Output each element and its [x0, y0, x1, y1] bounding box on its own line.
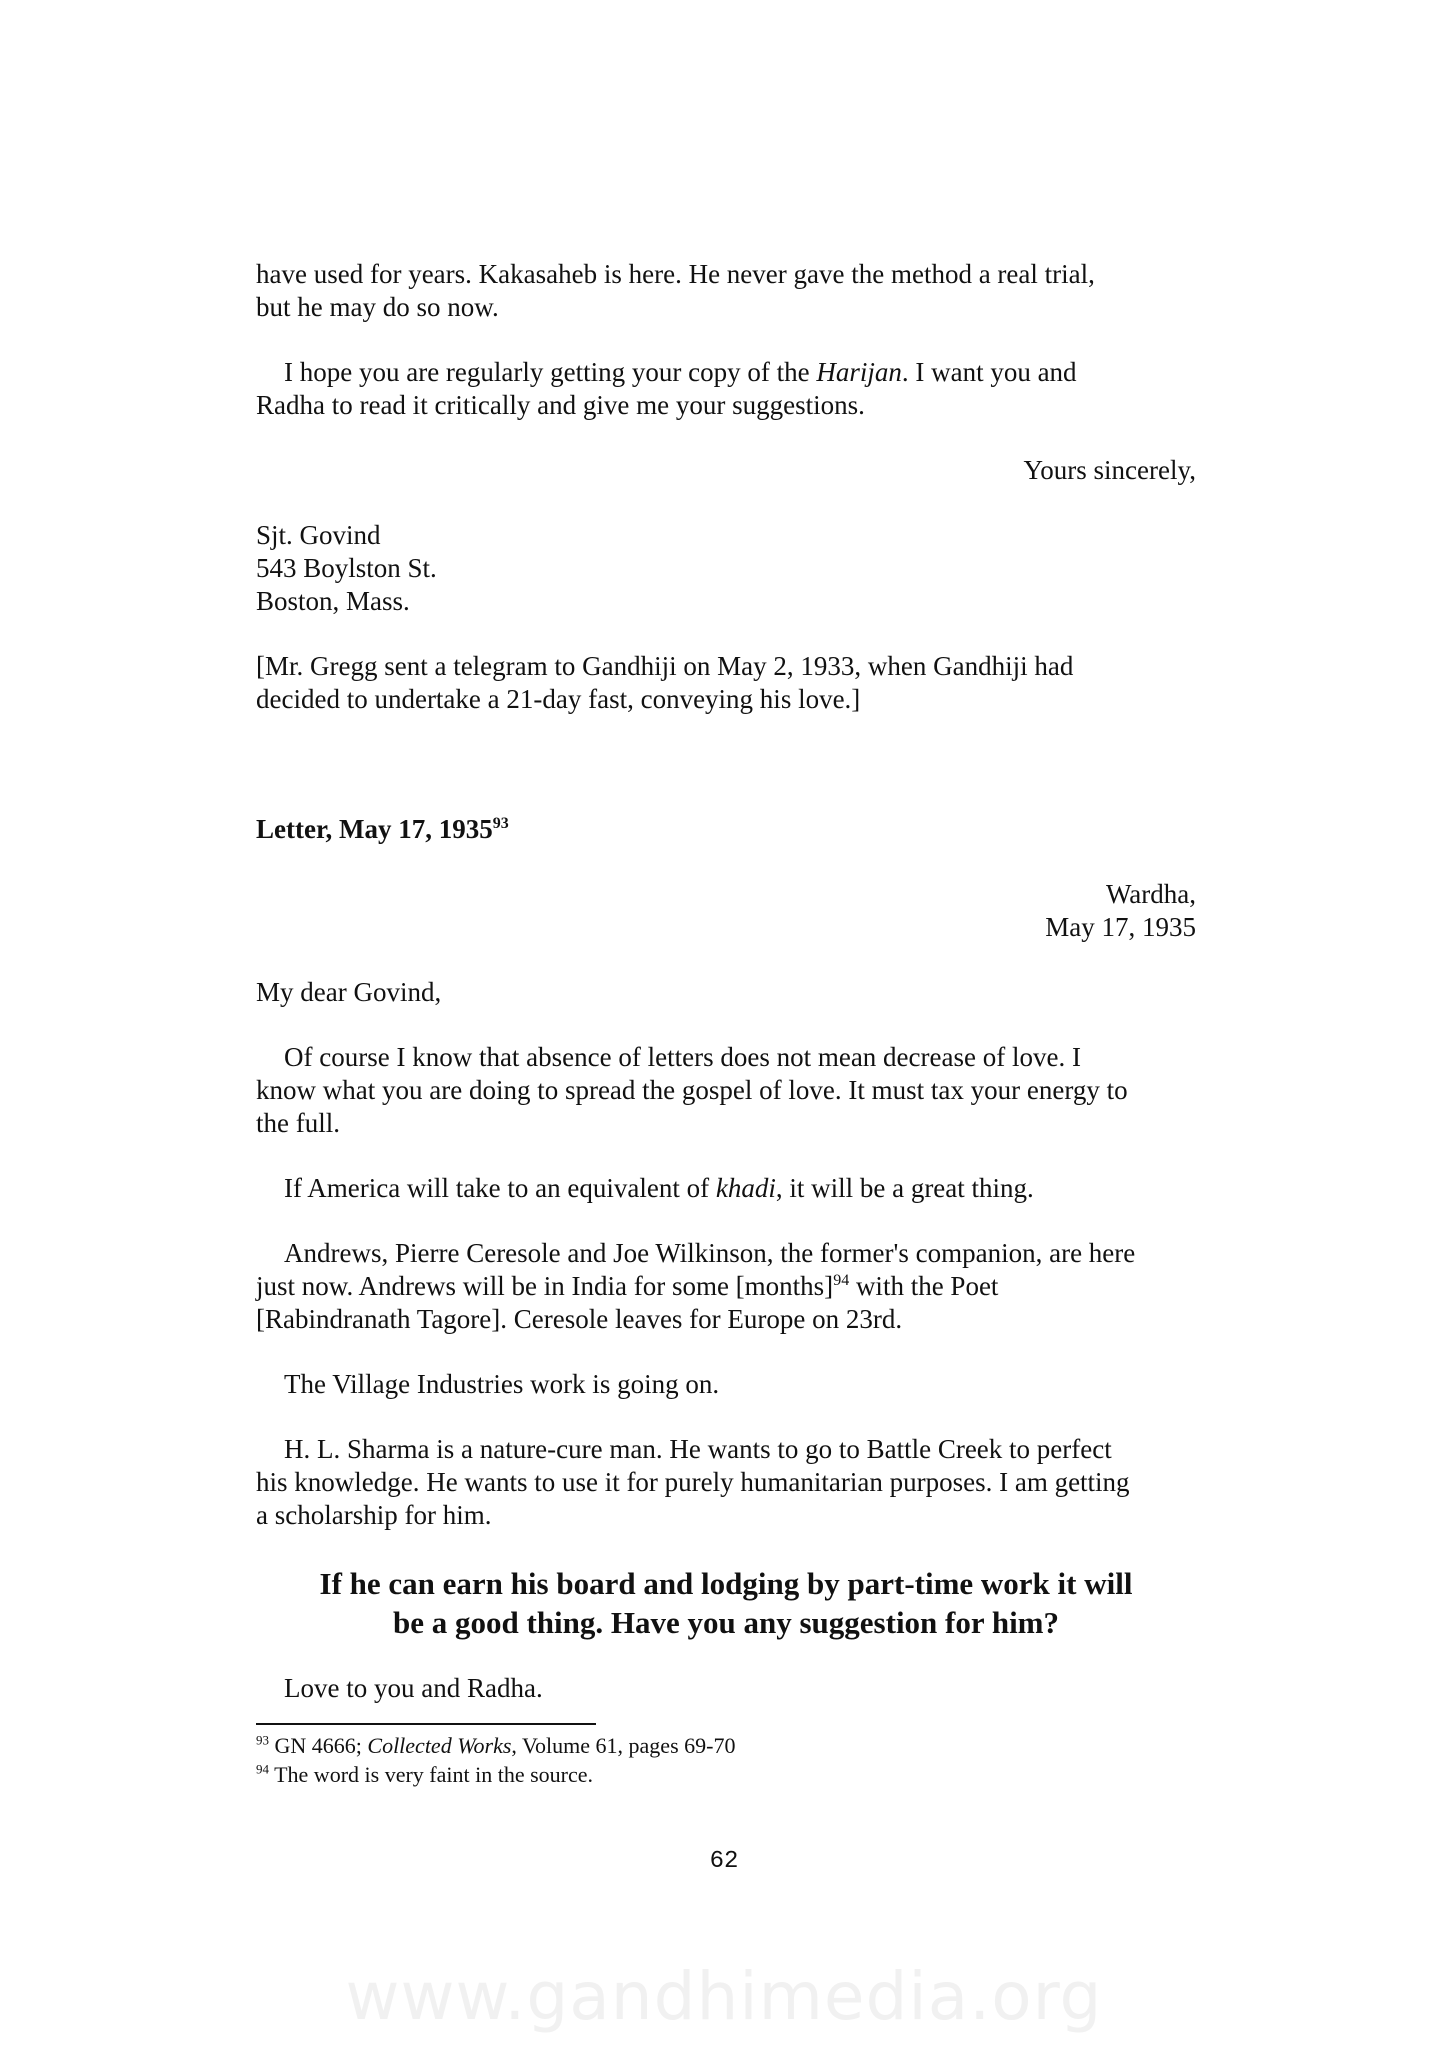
text-line: [256, 356, 1196, 389]
closing-text: Yours sincerely,: [1023, 455, 1196, 485]
letter-paragraph-4: [256, 1368, 1196, 1401]
text-line: [256, 1172, 1196, 1205]
paragraph-harijan: [256, 356, 1196, 422]
text-line: Andrews, Pierre Ceresole and Joe Wilkinson, the former's companion, are here: [284, 1238, 1136, 1268]
text-line: the full.: [256, 1108, 340, 1138]
text-line: but he may do so now.: [256, 292, 499, 322]
text-line: [Mr. Gregg sent a telegram to Gandhiji on May 2, 1933, when Gandhiji had: [256, 651, 1074, 681]
text-span: . I want you and: [901, 357, 1077, 387]
salutation: [256, 976, 1196, 1009]
text-span: If America will take to an equivalent of: [284, 1173, 716, 1203]
heading-line: [256, 813, 1196, 846]
footnote-93: [256, 1732, 1196, 1760]
place-date: [256, 878, 1196, 944]
footnote-ref[interactable]: 93: [492, 815, 509, 832]
address-line: 543 Boylston St.: [256, 553, 437, 583]
footnote-number: 93: [256, 1732, 269, 1748]
letter-closing: [256, 1672, 1196, 1705]
text-span: , it will be a great thing.: [775, 1173, 1034, 1203]
editorial-note: [256, 650, 1196, 716]
closing: [256, 454, 1196, 487]
footnote-94: [256, 1761, 1196, 1789]
text-line: H. L. Sharma is a nature-cure man. He wants to go to Battle Creek to perfect: [284, 1434, 1112, 1464]
page-number: 62: [709, 1848, 739, 1875]
text-line: Radha to read it critically and give me your suggestions.: [256, 390, 865, 420]
bold-line: be a good thing. Have you any suggestion for him?: [392, 1605, 1059, 1640]
place: Wardha,: [1105, 879, 1196, 909]
text-line: Love to you and Radha.: [284, 1673, 543, 1703]
text-line: The Village Industries work is going on.: [284, 1369, 720, 1399]
text-span: with the Poet: [849, 1271, 999, 1301]
bold-line: If he can earn his board and lodging by part-time work it will: [319, 1566, 1133, 1601]
text-span: I hope you are regularly getting your copy of the: [284, 357, 817, 387]
text-span: just now. Andrews will be in India for some [months]: [256, 1271, 834, 1301]
paragraph-continuation: [256, 258, 1196, 324]
letter-paragraph-1: [256, 1041, 1196, 1140]
footnote-number: 94: [256, 1761, 269, 1777]
letter-paragraph-2: [256, 1172, 1196, 1205]
italic-title: Harijan: [816, 357, 902, 387]
text-line: have used for years. Kakasaheb is here. He never gave the method a real trial,: [256, 259, 1095, 289]
address-line: Sjt. Govind: [256, 520, 381, 550]
heading-text: Letter, May 17, 1935: [256, 814, 493, 844]
footnote-divider: [256, 1723, 596, 1725]
text-line: [256, 1270, 1196, 1303]
text-span: The word is very faint in the source.: [269, 1762, 594, 1787]
text-line: [Rabindranath Tagore]. Ceresole leaves for Europe on 23rd.: [256, 1304, 903, 1334]
letter-paragraph-5: [256, 1433, 1196, 1532]
text-span: , Volume 61, pages 69-70: [511, 1733, 736, 1758]
letter-paragraph-3: [256, 1237, 1196, 1336]
date: May 17, 1935: [1045, 912, 1196, 942]
salutation-text: My dear Govind,: [256, 977, 442, 1007]
text-line: his knowledge. He wants to use it for purely humanitarian purposes. I am getting: [256, 1467, 1130, 1497]
address-line: Boston, Mass.: [256, 586, 410, 616]
italic-word: khadi: [715, 1173, 776, 1203]
letter-heading: [256, 813, 1196, 846]
watermark: www.gandhimedia.org: [345, 1958, 1103, 2035]
text-line: decided to undertake a 21-day fast, conveying his love.]: [256, 684, 861, 714]
bold-passage: [256, 1564, 1196, 1642]
footnote-ref[interactable]: 94: [833, 1272, 850, 1289]
text-span: GN 4666;: [269, 1733, 368, 1758]
address-block: [256, 519, 1196, 618]
text-line: Of course I know that absence of letters does not mean decrease of love. I: [284, 1042, 1081, 1072]
italic-title: Collected Works: [367, 1733, 512, 1758]
text-line: know what you are doing to spread the gospel of love. It must tax your energy to: [256, 1075, 1128, 1105]
text-line: a scholarship for him.: [256, 1500, 492, 1530]
